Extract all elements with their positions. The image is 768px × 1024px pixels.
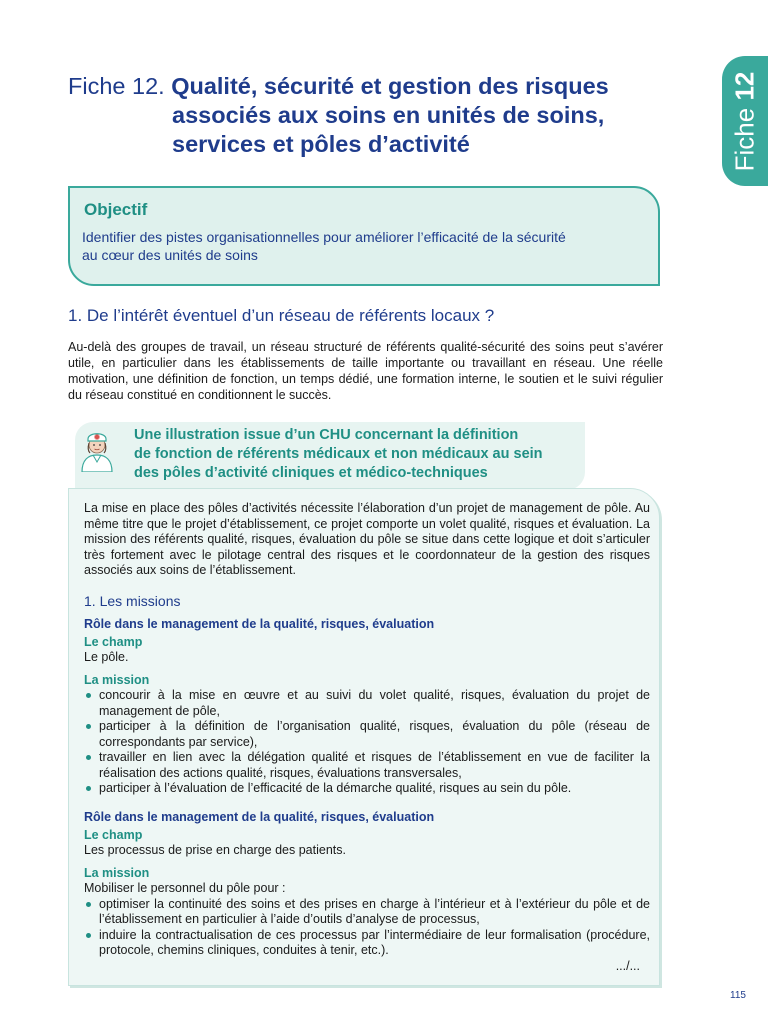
intro-paragraph: Au-delà des groupes de travail, un réseau structuré de référents qualité-sécurité des soins peut s’avérer utile, en particulier dans les établissements de taille importante ou travaillant en réseau. Une réelle motivation, une définition de fonction, un temps dédié, une formation interne, le soutien et le suivi régulier du réseau constitué en conditionnent le succès. [68,340,663,402]
objective-text: Identifier des pistes organisationnelles pour améliorer l’efficacité de la sécurité au cœur des unités de soins [82,229,566,263]
role-heading-2: Rôle dans le management de la qualité, risques, évaluation [84,809,435,824]
illustration-title: Une illustration issue d’un CHU concernant la définition de fonction de référents médicaux et non médicaux au sein des pôles d’activité cliniques et médico-techniques [134,427,543,481]
bullet-icon [86,755,91,760]
continuation-marker: .../... [615,958,640,973]
list-item: participer à l’évaluation de l’efficacité de la démarche qualité, risques au sein du pôle. [84,781,650,797]
mission-label-2: La mission [84,866,150,880]
champ-text-2: Les processus de prise en charge des patients. [84,842,346,857]
mission-label-1: La mission [84,673,150,687]
champ-text-1: Le pôle. [84,649,129,664]
title-line-2: associés aux soins en unités de soins, [172,102,605,128]
content-box [68,488,660,986]
title-line-1 [68,72,668,101]
page-title [68,72,668,159]
box-intro-paragraph: La mise en place des pôles d’activités nécessite l’élaboration d’un projet de management de pôle. Au même titre que le projet d’établissement, ce projet comporte un volet qualité, risques et évaluation. La mission des référents qualité, risques, évaluation du pôle se situe dans cette logique et doit s’articuler très fortement avec le pilotage central des risques et le coordonnateur de la gestion des risques associés aux soins de l’établissement. [84,501,650,577]
chapter-tab [722,56,768,186]
bullet-icon [86,902,91,907]
bullet-icon [86,724,91,729]
list-item: participer à la définition de l’organisation qualité, risques, évaluation du pôle (réseau de correspondants par service), [84,719,650,750]
objective-heading: Objectif [84,200,148,219]
title-main: Qualité, sécurité et gestion des risques [171,73,609,99]
role-heading-1: Rôle dans le management de la qualité, risques, évaluation [84,616,435,631]
bullet-icon [86,933,91,938]
list-item: induire la contractualisation de ces processus par l’intermédiaire de leur formalisation (procédure, protocole, chemins cliniques, conduites à tenir, etc.). [84,928,650,959]
bullet-icon [86,693,91,698]
champ-label-1: Le champ [84,634,143,649]
page-number: 115 [730,990,746,1001]
list-item: travailler en lien avec la délégation qualité et risques de l’établissement en vue de faciliter la réalisation des actions qualité, risques, évaluations transversales, [84,750,650,781]
bullet-icon [86,786,91,791]
chapter-tab-label: Fiche 12 [729,71,760,171]
mission-intro-2: Mobiliser le personnel du pôle pour : [84,881,286,895]
list-item: concourir à la mise en œuvre et au suivi du volet qualité, risques, évaluation du projet de management de pôle, [84,688,650,719]
section-heading: 1. De l’intérêt éventuel d’un réseau de référents locaux ? [68,306,495,325]
list-item: optimiser la continuité des soins et des prises en charge à l’intérieur et à l’extérieur du pôle et de l’établissement en particulier à l’aide d’outils d’analyse de processus, [84,897,650,928]
nurse-icon [76,424,118,472]
mission-list-1 [84,688,650,797]
title-prefix: Fiche 12. [68,73,165,99]
title-line-3: services et pôles d’activité [172,131,470,157]
objective-box [68,186,660,286]
missions-heading: 1. Les missions [84,592,181,609]
champ-label-2: Le champ [84,827,143,842]
mission-list-2 [84,897,650,959]
